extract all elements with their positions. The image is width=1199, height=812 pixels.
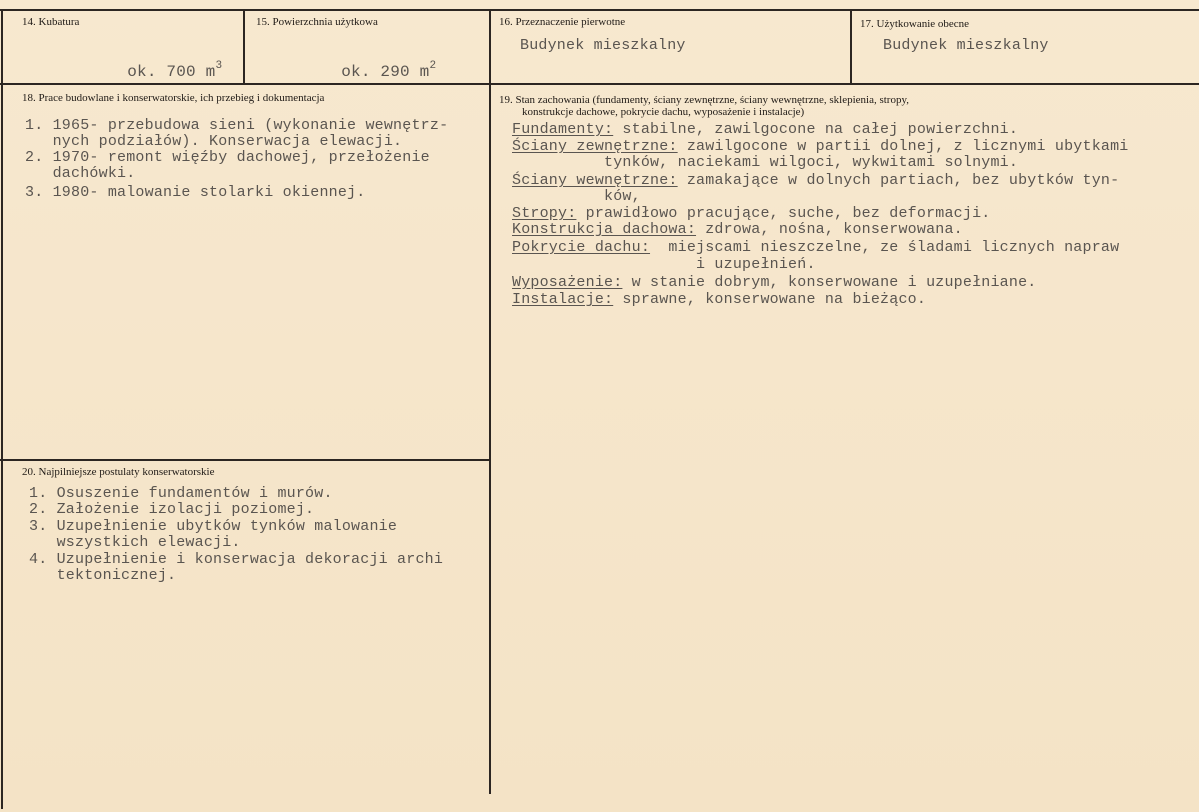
field-19-item-text: prawidłowo pracujące, suche, bez deformacji. xyxy=(576,205,991,222)
field-19-item xyxy=(512,206,991,222)
field-16-label: 16. Przeznaczenie pierwotne xyxy=(499,16,626,28)
field-19-item-key: Konstrukcja dachowa: xyxy=(512,221,697,238)
field-19-item-key: Wyposażenie: xyxy=(512,274,623,291)
col-divider-16-17 xyxy=(850,9,852,84)
field-17-label: 17. Użytkowanie obecne xyxy=(860,18,970,30)
field-19-item xyxy=(512,173,1119,189)
field-19-item xyxy=(512,189,641,205)
field-18-label: 18. Prace budowlane i konserwatorskie, ich przebieg i dokumentacja xyxy=(22,92,325,104)
field-19-item-text: i uzupełnień. xyxy=(512,256,816,273)
field-19-item-key: Pokrycie dachu: xyxy=(512,239,651,256)
section-18-20-divider xyxy=(0,459,491,461)
field-19-item xyxy=(512,275,1037,291)
field-20-line: 2. Założenie izolacji poziomej. xyxy=(29,501,315,518)
field-14-unit-exponent: 3 xyxy=(215,60,223,72)
field-19-item xyxy=(512,155,1018,171)
field-20-label: 20. Najpilniejsze postulaty konserwatorskie xyxy=(22,466,215,478)
field-14-label: 14. Kubatura xyxy=(22,16,80,28)
field-19-item-key: Ściany wewnętrzne: xyxy=(512,172,678,189)
field-19-item-text: ków, xyxy=(512,188,641,205)
field-20-line: 1. Osuszenie fundamentów i murów. xyxy=(29,485,333,502)
field-19-item xyxy=(512,122,1018,138)
field-15-value xyxy=(302,42,436,96)
field-19-label-line1: 19. Stan zachowania (fundamenty, ściany zewnętrzne, ściany wewnętrzne, sklepienia, stropy, xyxy=(499,94,910,106)
field-18-line: dachówki. xyxy=(25,165,136,182)
top-border xyxy=(0,9,1199,11)
field-19-item xyxy=(512,240,1119,256)
field-18-line: nych podziałów). Konserwacja elewacji. xyxy=(25,133,403,150)
field-20-line: tektonicznej. xyxy=(29,567,177,584)
field-15-unit-exponent: 2 xyxy=(429,60,437,72)
field-18-line: 3. 1980- malowanie stolarki okiennej. xyxy=(25,184,366,201)
field-15-value-text: ok. 290 m xyxy=(341,63,430,81)
field-19-item-text: stabilne, zawilgocone na całej powierzchni. xyxy=(613,121,1019,138)
field-18-line: 1. 1965- przebudowa sieni (wykonanie wewnętrz- xyxy=(25,117,449,134)
field-17-value: Budynek mieszkalny xyxy=(883,37,1049,54)
field-19-item-key: Stropy: xyxy=(512,205,577,222)
field-19-item xyxy=(512,292,926,308)
field-19-item-text: zamakające w dolnych partiach, bez ubytków tyn- xyxy=(677,172,1120,189)
field-15-label: 15. Powierzchnia użytkowa xyxy=(256,16,378,28)
field-14-value-text: ok. 700 m xyxy=(127,63,216,81)
field-19-item xyxy=(512,257,816,273)
field-19-item-text: w stanie dobrym, konserwowane i uzupełniane. xyxy=(622,274,1037,291)
field-19-item-key: Fundamenty: xyxy=(512,121,614,138)
field-20-line: 4. Uzupełnienie i konserwacja dekoracji archi xyxy=(29,551,444,568)
field-19-item-key: Ściany zewnętrzne: xyxy=(512,138,678,155)
field-20-line: 3. Uzupełnienie ubytków tynków malowanie xyxy=(29,518,398,535)
field-19-item-key: Instalacje: xyxy=(512,291,614,308)
col-divider-15-16 xyxy=(489,9,491,794)
field-14-value xyxy=(88,42,222,96)
field-19-item-text: zdrowa, nośna, konserwowana. xyxy=(696,221,963,238)
field-19-item xyxy=(512,139,1129,155)
field-19-label-line2: konstrukcje dachowe, pokrycie dachu, wyposażenie i instalacje) xyxy=(522,106,805,118)
field-19-item xyxy=(512,222,963,238)
field-19-item-text: miejscami nieszczelne, ze śladami licznych napraw xyxy=(650,239,1120,256)
field-18-line: 2. 1970- remont więźby dachowej, przełożenie xyxy=(25,149,430,166)
left-edge xyxy=(1,9,3,809)
field-19-item-text: zawilgocone w partii dolnej, z licznymi ubytkami xyxy=(677,138,1129,155)
field-19-item-text: tynków, naciekami wilgoci, wykwitami solnymi. xyxy=(512,154,1019,171)
field-16-value: Budynek mieszkalny xyxy=(520,37,686,54)
field-20-line: wszystkich elewacji. xyxy=(29,534,241,551)
field-19-item-text: sprawne, konserwowane na bieżąco. xyxy=(613,291,927,308)
col-divider-14-15 xyxy=(243,9,245,84)
